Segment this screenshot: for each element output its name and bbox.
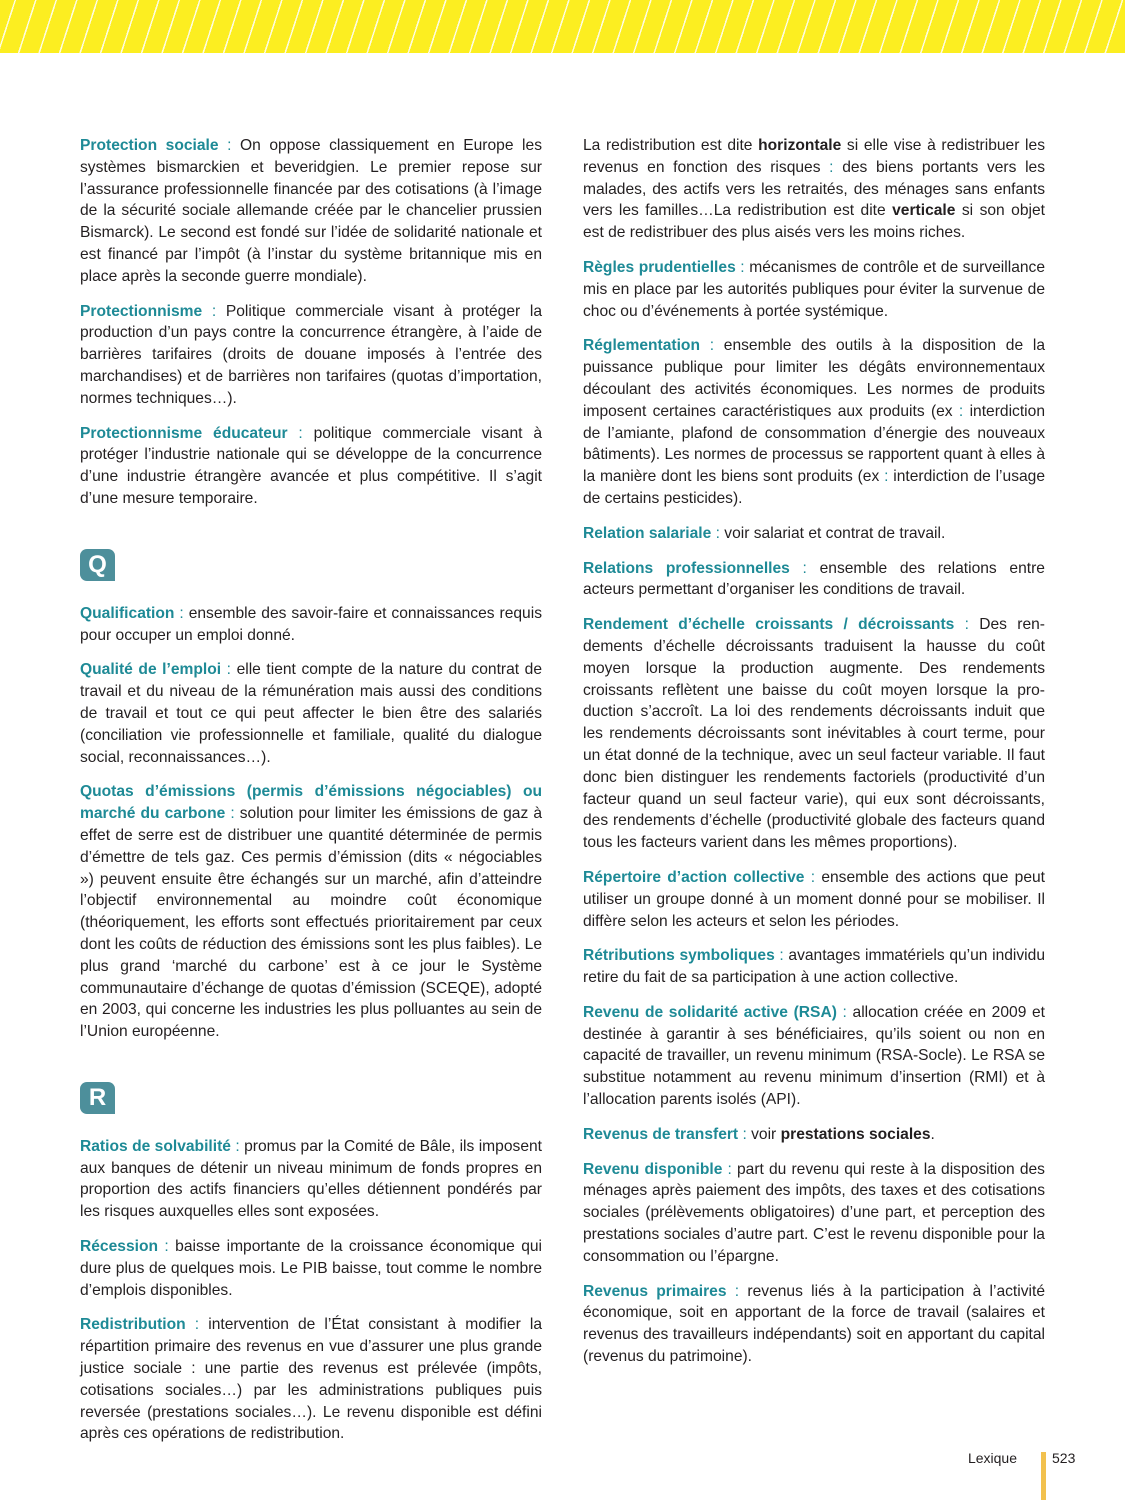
entry-definition: voir — [751, 1125, 781, 1143]
entry-colon: : — [185, 1316, 209, 1334]
entry-term: Revenu disponible — [583, 1160, 723, 1178]
glossary-entry-qualite-emploi — [80, 659, 542, 768]
glossary-entry-relation-salariale — [583, 523, 1045, 545]
entry-definition: elle tient compte de la nature du contrat de travail et du niveau de la rémunération mais aussi des conditions de travail et tout ce qui peut affecter le bien être des salariés (conciliation vie professionnelle et familiale, qualité du dialogue social, reconnaissances…). — [80, 661, 543, 766]
entry-definition: voir salariat et contrat de travail. — [724, 524, 946, 542]
glossary-entry-qualification — [80, 603, 542, 647]
glossary-entry-revenu-disponible — [583, 1159, 1045, 1268]
entry-definition: revenus liés à la participation à l’activité économique, soit en apportant de la force de travail (salaires et revenus des travailleurs indépendants) soit en apportant du capital (revenus du patrimoine). — [583, 1282, 1045, 1366]
entry-colon: : — [789, 559, 820, 577]
entry-definition: ensemble des relations entre acteurs permettant d’organiser les conditions de travail. — [583, 559, 1045, 599]
entry-term: Répertoire d’action collective — [583, 868, 805, 886]
entry-definition: intervention de l’État consistant à modifier la répartition primaire des revenus en vue d’assurer une plus grande justice sociale : une partie des revenus est prélevée (impôts, cotisations sociales…) par les administrations publiques puis reversée (prestations sociales…). Le revenu disponible est défini après ces opérations de redistribution. — [80, 1316, 543, 1443]
entry-colon: : — [221, 661, 237, 679]
glossary-entry-protection-sociale — [80, 135, 542, 288]
glossary-entry-rsa — [583, 1002, 1045, 1111]
entry-term: Réglementation — [583, 337, 700, 355]
entry-colon: : — [722, 1160, 737, 1178]
entry-definition: solution pour limiter les émissions de gaz à effet de serre est de distribuer une quantité déterminée de permis d’émettre de tels gaz. Ces permis d’émission (dits « négociables ») peuvent ensuite être échangés sur un marché, afin d’atteindre l’objectif environnemental au moindre coût économique (théoriquement, les efforts sont effectués prioritairement par ceux dont les coûts de réduction des émissions sont les plus faibles). Le plus grand ‘marché du carbone’ est à ce jour le Système communautaire d’échange de quotas d’émission (SCEQE), adopté en 2003, qui concerne les industries les plus polluantes au sein de l’Union européenne. — [80, 805, 542, 1041]
entry-colon: : — [230, 1137, 245, 1155]
entry-colon: : — [738, 1125, 752, 1143]
entry-colon: : — [287, 424, 314, 442]
right-column — [583, 135, 1045, 1381]
entry-term: Rétributions symboliques — [583, 947, 775, 965]
entry-term: Protectionnisme — [80, 302, 203, 320]
glossary-entry-ratios-solvabilite — [80, 1136, 542, 1223]
entry-term: Qualification — [80, 604, 175, 622]
entry-colon: : — [879, 468, 894, 486]
entry-term: Quotas d’émissions (permis d’émissions négociables) ou marché du carbone — [80, 783, 542, 823]
glossary-entry-redistribution-continued — [583, 135, 1045, 244]
entry-term: Redistribution — [80, 1316, 186, 1334]
entry-term: Relation salariale — [583, 524, 712, 542]
glossary-entry-redistribution — [80, 1314, 542, 1445]
page-number: 523 — [1052, 1450, 1076, 1466]
entry-colon: : — [735, 258, 750, 276]
entry-colon: : — [225, 805, 240, 823]
entry-term: Ratios de solvabilité — [80, 1137, 231, 1155]
entry-definition: interdiction de l’amiante, plafond de consommation d’énergie des nouveaux bâtiments). Les normes de processus se rapportent quant à elles à la manière dont les biens sont produits (ex — [583, 402, 1046, 486]
glossary-entry-retributions-symboliques — [583, 945, 1045, 989]
entry-definition: . — [930, 1125, 935, 1143]
glossary-entry-revenus-transfert — [583, 1124, 1045, 1146]
glossary-entry-relations-professionnelles — [583, 558, 1045, 602]
entry-term: Relations professionnelles — [583, 559, 790, 577]
entry-colon: : — [726, 1282, 748, 1300]
letter-section-badge-q: Q — [80, 549, 115, 581]
entry-colon: : — [699, 337, 724, 355]
glossary-entry-quotas-emissions — [80, 781, 542, 1043]
entry-colon: : — [711, 524, 725, 542]
entry-definition: Des rendements d’échelle décroissants traduisent la hausse du coût moyen lorsque la production augmente. Des rendements croissants reflètent une baisse du coût moyen lorsque la production s’accroît. La loi des rendements décroissants induit que les rendements décroissants sont inévitables à court terme, pour un état donné de la technique, avec un seul facteur variable. Il faut donc bien distinguer les rendements factoriels (productivité d’un facteur quand un seul facteur varie), qui eux sont décroissants, des rendements d’échelle (productivité globale des facteurs quand tous les facteurs varient dans les mêmes proportions). — [583, 616, 1045, 852]
entry-term: Revenus de transfert — [583, 1125, 739, 1143]
entry-definition: si son objet est de redistribuer des plus aisés vers les moins riches. — [583, 202, 1045, 242]
entry-term: Rendement d’échelle croissants / décroissants — [583, 616, 955, 634]
cross-reference: prestations sociales — [780, 1125, 931, 1143]
glossary-entry-recession — [80, 1236, 542, 1301]
entry-term: Protection sociale — [80, 137, 219, 154]
entry-definition: politique commerciale visant à protéger l’industrie nationale qui se développe de la concurrence d’une industrie étrangère avancée et plus compétitive. Il s’agit d’une mesure temporaire. — [80, 424, 542, 507]
glossary-entry-regles-prudentielles — [583, 257, 1045, 322]
entry-definition: part du revenu qui reste à la disposition des ménages après paiement des impôts, des taxes et des cotisations sociales (prélèvements obligatoires) d’une part, et perception des prestations sociales d’autre part. C’est le revenu disponible pour la consommation ou l’épargne. — [583, 1160, 1045, 1265]
entry-colon: : — [174, 604, 189, 622]
entry-definition: ensemble des outils à la disposition de la puissance publique pour limiter les dégâts environnementaux découlant des activités économiques. Les normes de produits imposent certaines caractéristiques aux produits (ex — [583, 337, 1045, 420]
entry-definition: allocation créée en 2009 et destinée à garantir à ses bénéficiaires, qu’ils soient ou non en capacité de travailler, un revenu minimum (RSA-Socle). Le RSA se substitue notamment au revenu minimum d’insertion (RMI) et à l’allocation parents isolés (API). — [583, 1003, 1045, 1109]
entry-definition: ensemble des savoir-faire et connaissances requis pour occuper un emploi donné. — [80, 604, 542, 644]
entry-definition: des biens portants vers les malades, des actifs vers les retraités, des ménages sans enfants vers les familles…La redistribution est dite — [583, 158, 1046, 220]
entry-colon: : — [774, 947, 789, 965]
entry-definition: mécanismes de contrôle et de surveillance mis en place par les autorités publiques pour éviter la survenue de choc ou d’événements à portée systémique. — [583, 258, 1046, 320]
entry-colon: : — [158, 1238, 176, 1256]
footer-divider-bar — [1041, 1452, 1046, 1500]
left-column — [80, 135, 542, 1458]
entry-definition: On oppose classiquement en Europe les systèmes bismarckien et beveridgien. Le premier repose sur l’assurance professionnelle financée par des cotisations (à l’image de la sécurité sociale allemande créée par le chancelier prussien Bismarck). Le second est fondé sur l’idée de solidarité nationale et est financé par l’impôt (à l’instar du système britannique mis en place après la seconde guerre mondiale). — [80, 137, 542, 285]
entry-definition: ensemble des actions que peut utiliser un groupe donné à un moment donné pour se mobiliser. Il diffère selon les acteurs et selon les périodes. — [583, 868, 1045, 930]
glossary-entry-protectionnisme-educateur — [80, 423, 542, 510]
entry-term: Revenu de solidarité active (RSA) — [583, 1003, 837, 1021]
entry-term: Récession — [80, 1238, 159, 1256]
entry-term: Protectionnisme éducateur — [80, 424, 288, 442]
entry-term: Qualité de l’emploi — [80, 661, 222, 679]
glossary-entry-repertoire-action-collective — [583, 867, 1045, 932]
entry-term: Règles prudentielles — [583, 258, 736, 276]
emphasis-horizontale: horizontale — [758, 137, 842, 154]
entry-colon: : — [804, 868, 822, 886]
entry-colon: : — [202, 302, 226, 320]
entry-definition: baisse importante de la croissance économique qui dure plus de quelques mois. Le PIB baisse, tout comme le nombre d’emplois disponibles. — [80, 1238, 543, 1299]
entry-definition: si elle vise à redistribuer les revenus en fonction des risques — [583, 137, 1045, 176]
entry-colon: : — [952, 402, 970, 420]
footer-section-label: Lexique — [967, 1450, 1017, 1466]
glossary-entry-rendement-echelle — [583, 614, 1045, 854]
entry-colon: : — [218, 137, 240, 154]
glossary-entry-protectionnisme — [80, 301, 542, 410]
entry-term: Revenus primaires — [583, 1282, 727, 1300]
entry-definition: avantages immatériels qu’un individu retire du fait de sa participation à une action collective. — [583, 947, 1045, 987]
entry-colon: : — [954, 616, 980, 634]
letter-section-badge-r: R — [80, 1082, 115, 1114]
glossary-entry-reglementation — [583, 335, 1045, 509]
entry-definition: Politique commerciale visant à protéger la production d’un pays contre la concurrence étrangère, à l’aide de barrières tarifaires (droits de douane imposés à l’entrée des marchandises) et de barrières non tarifaires (quotas d’importation, normes techniques…). — [80, 302, 543, 407]
header-stripe-band — [0, 0, 1125, 53]
glossary-entry-revenus-primaires — [583, 1281, 1045, 1368]
entry-colon: : — [820, 158, 843, 176]
emphasis-verticale: verticale — [892, 202, 956, 220]
entry-definition: La redistribution est dite — [583, 137, 759, 154]
entry-definition: promus par la Comité de Bâle, ils imposent aux banques de détenir un niveau minimum de fonds propres en proportion des actifs financiers qu’elles détiennent pondérés par les risques auxquelles elles sont exposées. — [80, 1137, 542, 1221]
entry-definition: interdiction de l’usage de certains pesticides). — [583, 468, 1046, 507]
entry-colon: : — [836, 1003, 853, 1021]
